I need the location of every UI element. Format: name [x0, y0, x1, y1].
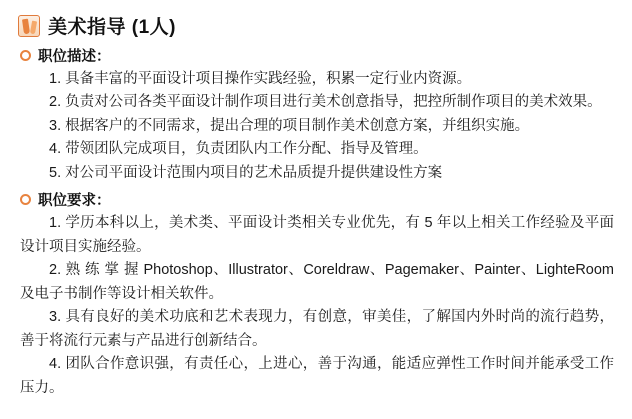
ring-bullet-icon — [20, 50, 31, 61]
list-item: 3. 根据客户的不同需求，提出合理的项目制作美术创意方案，并组织实施。 — [49, 117, 530, 134]
section-heading-job-requirements — [20, 189, 616, 210]
section-title: 职位要求： — [38, 193, 111, 210]
section-heading-job-description — [20, 45, 616, 66]
list-item: 1. 学历本科以上，美术类、平面设计类相关专业优先，有 5 年以上相关工作经验及平面设计项目实施经验。 — [20, 215, 614, 255]
list-item: 2. 熟 练 掌 握 Photoshop、Illustrator、Coreldraw、Pagemaker、Painter、LighteRoom 及电子书制作等设计相关软件。 — [20, 262, 614, 302]
page-title-row — [18, 12, 616, 39]
list-item: 4. 团队合作意识强，有责任心，上进心，善于沟通，能适应弹性工作时间并能承受工作压力。 — [20, 356, 614, 396]
list-item: 1. 具备丰富的平面设计项目操作实践经验，积累一定行业内资源。 — [49, 71, 472, 87]
list-item: 3. 具有良好的美术功底和艺术表现力，有创意，审美佳，了解国内外时尚的流行趋势，善于将流行元素与产品进行创新结合。 — [20, 309, 614, 349]
list-item: 4. 带领团队完成项目，负责团队内工作分配、指导及管理。 — [49, 141, 428, 158]
section-title: 职位描述： — [38, 49, 111, 65]
list-item: 2. 负责对公司各类平面设计制作项目进行美术创意指导，把控所制作项目的美术效果。 — [49, 94, 602, 111]
list-item: 5. 对公司平面设计范围内项目的艺术品质提升提供建设性方案 — [49, 164, 443, 181]
page-title: 美术指导 (1人) — [48, 17, 177, 38]
pen-brush-icon — [18, 15, 40, 37]
ring-bullet-icon — [20, 194, 31, 205]
